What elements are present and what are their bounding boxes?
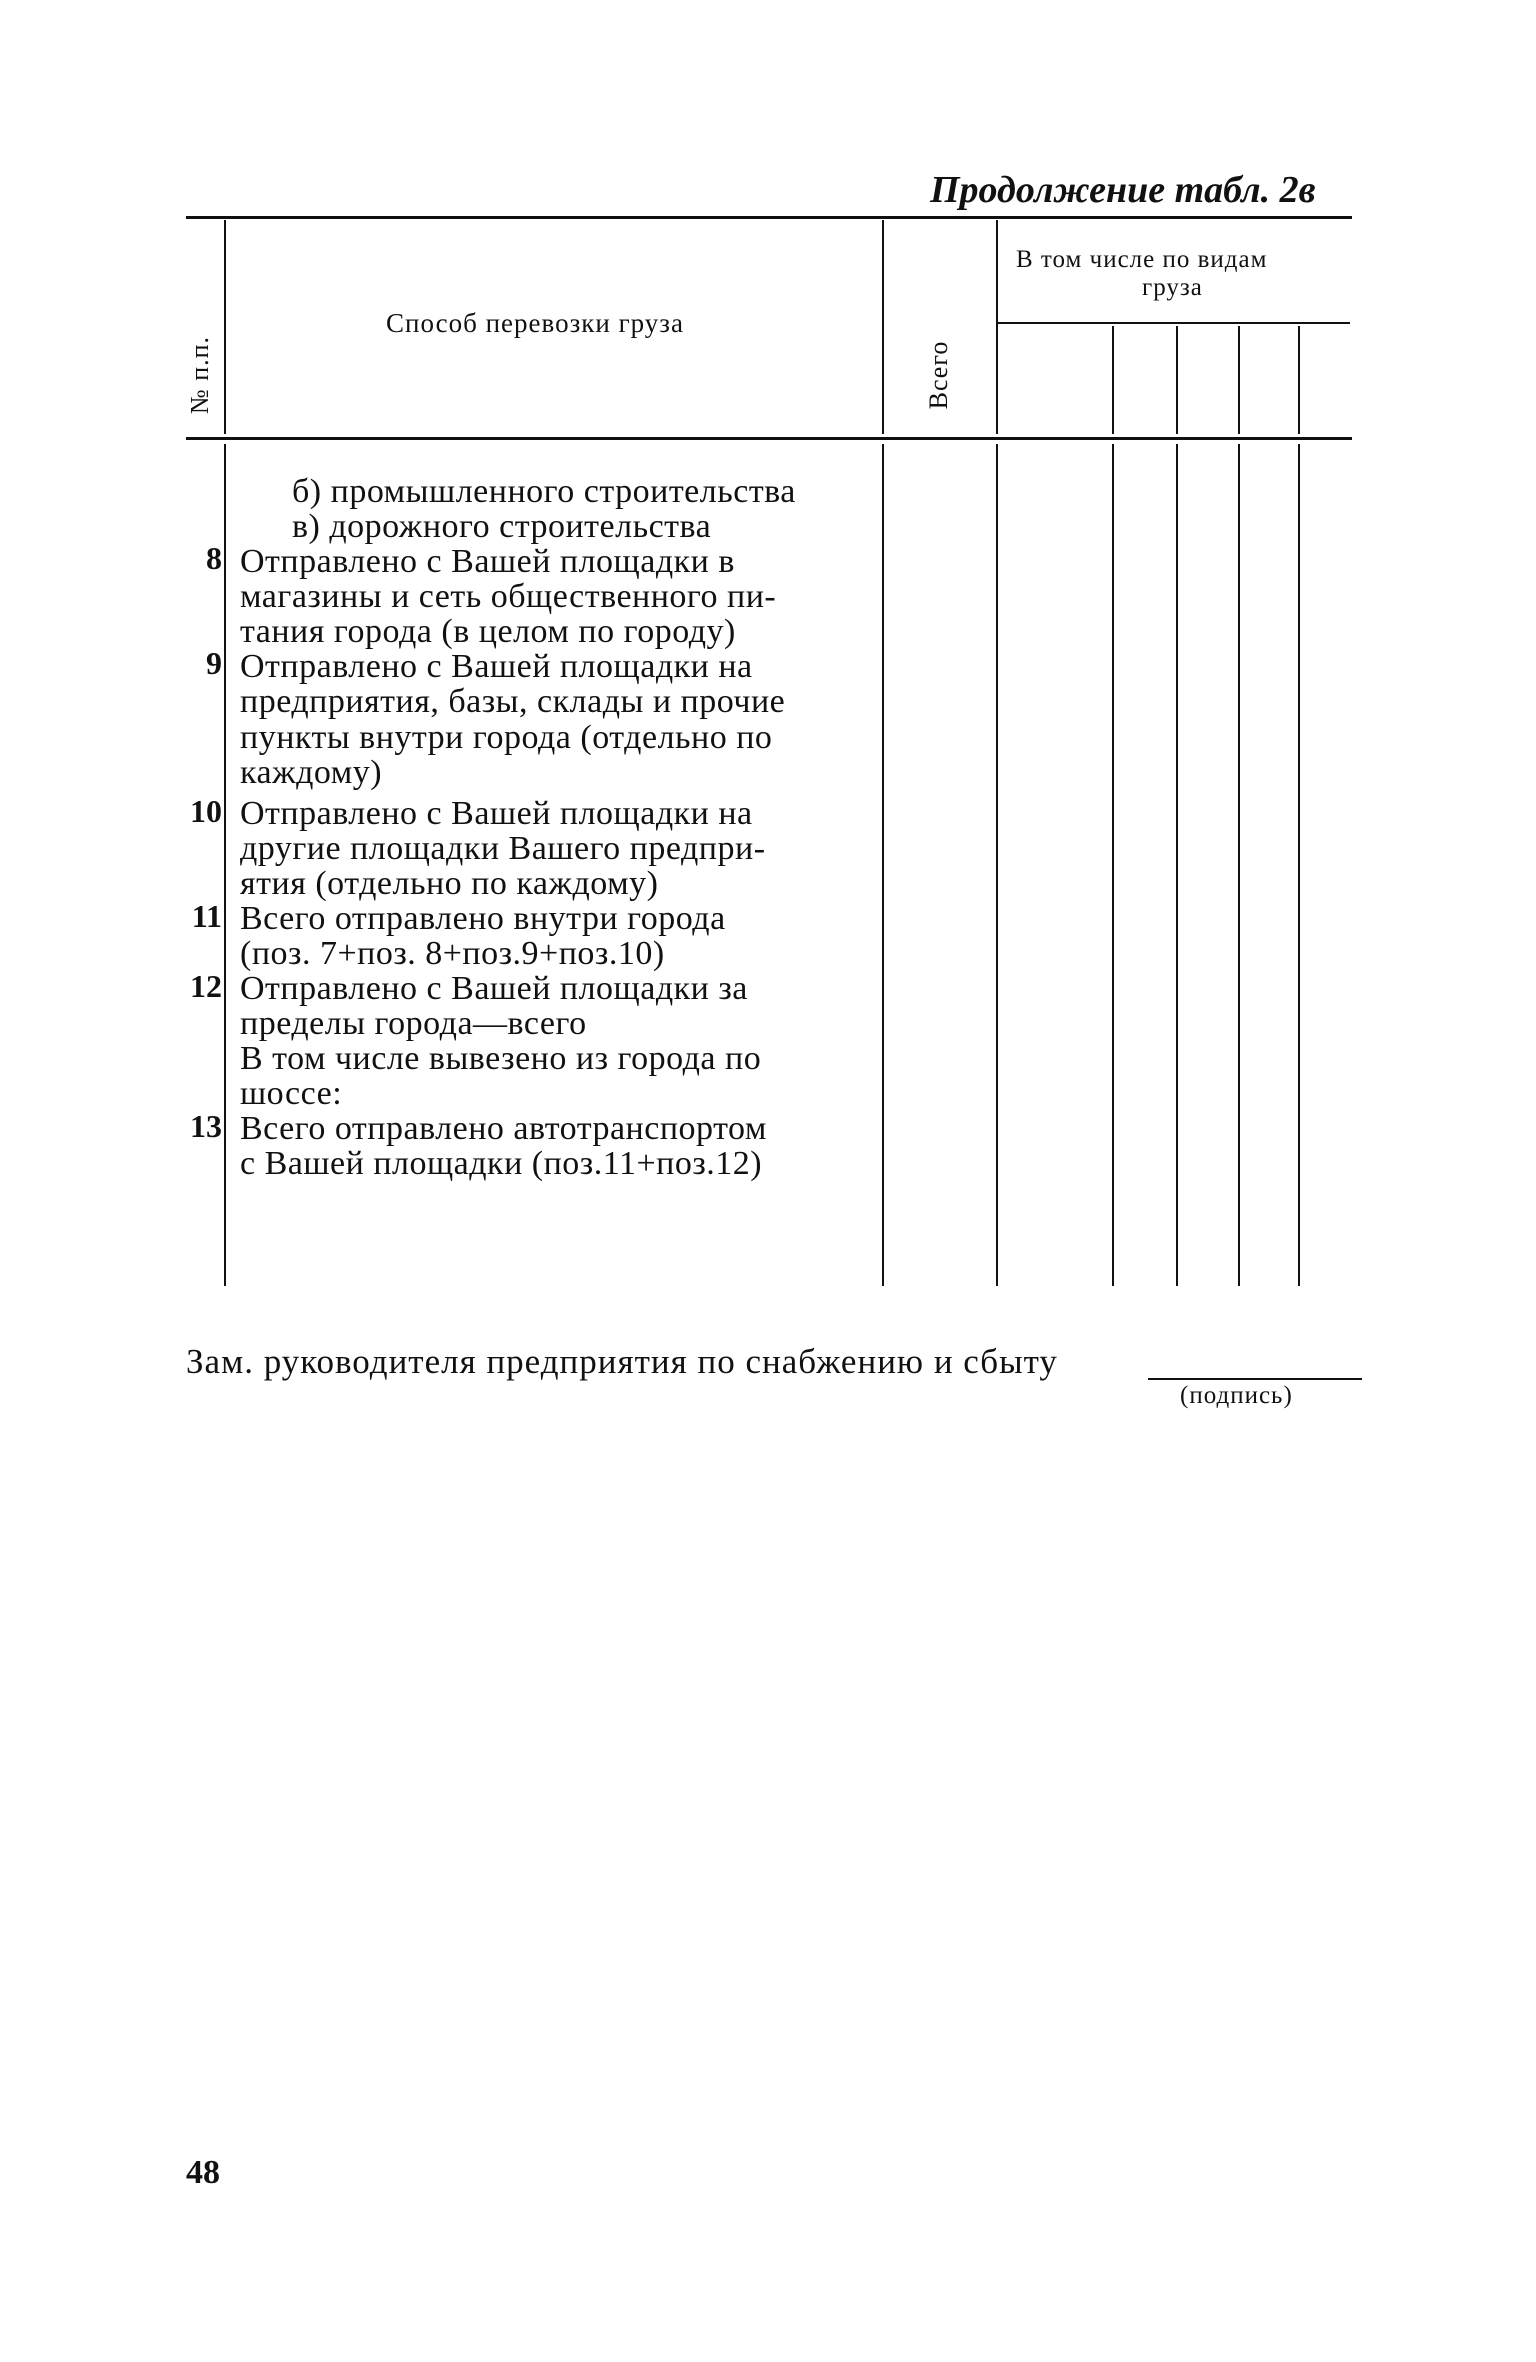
header-bottom-rule (186, 437, 1352, 440)
row-text-12-line1: Отправлено с Вашей площадки за (240, 970, 748, 1007)
body-divider-cargo3 (1238, 444, 1240, 1286)
header-divider-method (882, 220, 884, 434)
body-divider-cargo1 (1112, 444, 1114, 1286)
header-total-col: Всего (924, 340, 953, 410)
row-text-10-line2: другие площадки Вашего предпри- (240, 830, 766, 867)
page-number: 48 (186, 2154, 220, 2191)
row-text-v-line1: в) дорожного строительства (292, 508, 712, 545)
row-text-8-line2: магазины и сеть общественного пи- (240, 578, 777, 615)
row-text-9-line1: Отправлено с Вашей площадки на (240, 648, 753, 685)
row-text-b-line1: б) промышленного строительства (292, 473, 796, 510)
body-divider-cargo2 (1176, 444, 1178, 1286)
row-text-9-line4: каждому) (240, 754, 383, 791)
row-text-11-line2: (поз. 7+поз. 8+поз.9+поз.10) (240, 935, 665, 972)
row-text-12-line2: пределы города—всего (240, 1005, 587, 1042)
header-method-col: Способ перевозки груза (386, 308, 684, 338)
row-text-13-line2: с Вашей площадки (поз.11+поз.12) (240, 1145, 763, 1182)
table-caption: Продолжение табл. 2в (930, 169, 1316, 211)
header-cargo-group-line2: груза (1142, 274, 1203, 301)
header-divider-cargo1 (1112, 326, 1114, 434)
row-text-incl-line2: шоссе: (240, 1075, 343, 1112)
body-divider-cargo4 (1298, 444, 1300, 1286)
row-number-11: 11 (191, 898, 222, 934)
body-divider-total (996, 444, 998, 1286)
row-text-11-line1: Всего отправлено внутри города (240, 900, 726, 937)
row-text-8-line1: Отправлено с Вашей площадки в (240, 543, 735, 580)
row-number-13: 13 (190, 1108, 222, 1144)
row-number-10: 10 (190, 793, 222, 829)
signature-caption: (подпись) (1180, 1382, 1293, 1409)
row-number-9: 9 (206, 645, 222, 681)
row-text-9-line3: пункты внутри города (отдельно по (240, 719, 773, 756)
header-divider-cargo3 (1238, 326, 1240, 434)
body-divider-num (224, 444, 226, 1286)
header-divider-cargo2 (1176, 326, 1178, 434)
header-divider-total (996, 220, 998, 434)
header-cargo-group-line1: В том числе по видам (1016, 246, 1268, 273)
signature-line (1148, 1378, 1362, 1380)
row-text-8-line3: тания города (в целом по городу) (240, 613, 736, 650)
row-text-10-line3: ятия (отдельно по каждому) (240, 865, 659, 902)
body-divider-method (882, 444, 884, 1286)
header-num-col: № п.п. (185, 335, 214, 415)
table-top-rule (186, 216, 1352, 219)
cargo-subheader-rule (998, 322, 1350, 324)
header-divider-num (224, 220, 226, 434)
row-number-8: 8 (206, 540, 222, 576)
row-text-incl-line1: В том числе вывезено из города по (240, 1040, 762, 1077)
footer-label: Зам. руководителя предприятия по снабжению и сбыту (186, 1342, 1058, 1381)
row-text-13-line1: Всего отправлено автотранспортом (240, 1110, 767, 1147)
header-divider-cargo4 (1298, 326, 1300, 434)
row-text-9-line2: предприятия, базы, склады и прочие (240, 683, 786, 720)
row-number-12: 12 (190, 968, 222, 1004)
row-text-10-line1: Отправлено с Вашей площадки на (240, 795, 753, 832)
